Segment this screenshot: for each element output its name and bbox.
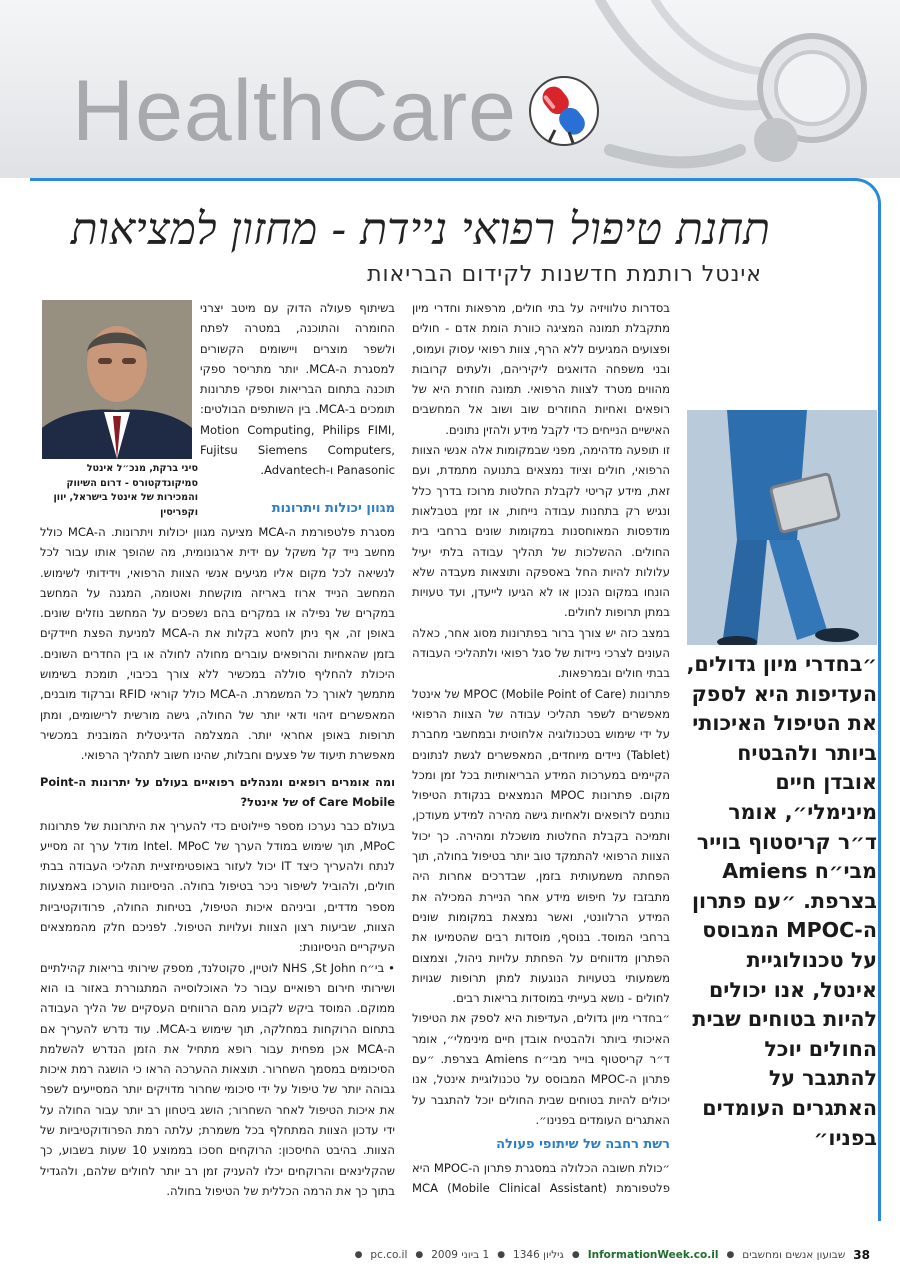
page-footer xyxy=(40,1244,870,1266)
footer-publication: שבועון אנשים ומחשבים xyxy=(742,1249,846,1261)
footer-site[interactable]: InformationWeek.co.il xyxy=(587,1249,719,1261)
paragraph: פתרונות (Mobile Point of Care) MPOC של אינטל מאפשרים לשפר תהליכי עבודה של הצוות הרפואי על ידי שימוש בטכנולוגיה אלחוטית ובמחשבי מחברת (Tablet) ניידים מיוחדים, המאפשרים לגשת לנתונים הקיימים במערכות המידע הבריאותיות בכל זמן ומכל מקום. פתרונות MPOC הנמצאים בנקודת הטיפול נותנים לרופאים ולאחיות גישה מהירה למידע מעודכן, ותמיכה בקבלת החלטות מושכלת ומהירה. כך יכול הצוות הרפואי להתמקד טוב יותר בטיפול בחולה, תוך הפחתה משמעותית בזמן, שבדרכים אחרות היה מתבזבז על חיפוש מידע אחר הניירת המכילה את המידע הרלוונטי, ואשר נמצאת במקומות שונים ברחבי המוסד. בנוסף, מוסדות רבים שהטמיעו את הפתרון מדווחים על הפחתת עלויות ניהול, וצמצום משמעותי בטעויות הנוגעות למתן תרופות שגויות לחולים - נושא בעייתי במוסדות בריאות רבים. xyxy=(412,686,670,1006)
paragraph: בעולם כבר נערכו מספר פיילוטים כדי להעריך את היתרונות של פתרונות MPoC, תוך שימוש במודל הערך של Intel. MPoC מודל ערך זה מסייע לנתח ולהעריך כיצד IT יכול לעזור באופטימיזציית תהליכי העבודה בבתי חולים, ולהוביל לשיפור ניכר בטיפול בחולה. הניסיונות הוערכו באמצעות מספר מדדים, וביניהם איכות הטיפול, בטיחות החולה, פרודוקטיביות הצוות, שביעות רצון הצוות ועלויות הטיפול. לפניכם חלק מהממצאים העיקריים הניסיונות: xyxy=(40,818,395,955)
footer-date: 1 ביוני 2009 xyxy=(431,1249,490,1261)
portrait-caption: סיני ברקת, מנכ״ל אינטל סמיקונדקטורס - דרום השיווק והמכירות של אינטל בישראל, יוון וקפריסין xyxy=(53,463,198,518)
nurse-tablet-photo xyxy=(687,410,877,645)
paragraph: בשיתוף פעולה הדוק עם מיטב יצרני החומרה והתוכנה, במטרה לפתח ולשפר מוצרים ויישומים הקשורים למסגרת ה-MCA. יותר מתריסר ספקי תוכנה בתחום הבריאות וספקי פתרונות תומכים ב-MCA. בין השותפים הבולטים: Motion Computing, Philips FIMI, Fujitsu Siemens Computers, Panasonic ו-Advantech. xyxy=(200,301,395,478)
section-title: מגוון יכולות ויתרונות xyxy=(271,501,395,516)
section-title: רשת רחבה של שיתופי פעולה xyxy=(496,1137,670,1153)
paragraph: ״בחדרי מיון גדולים, העדיפות היא לספק את הטיפול האיכותי ביותר ולהבטיח אובדן חיים מינימלי״, אומר ד״ר קריסטוף בוייר מבי״ח Amiens בצרפת. ״עם פתרון ה-MPOC המבוסס על טכנולוגיית אינטל, אנו יכולים להיות בטוחים שבית החולים יוכל להתגבר על האתגרים העומדים בפנינו״. xyxy=(412,1011,670,1127)
paragraph: במצב כזה יש צורך ברור בפתרונות מסוג אחר, כאלה העונים לצרכי ניידות של סגל רפואי ולתהליכי העבודה בבתי חולים ובמרפאות. xyxy=(412,625,670,681)
section-brand: HealthCare xyxy=(72,63,517,159)
article-headline: תחנת טיפול רפואי ניידת - מחזון למציאות xyxy=(70,204,770,255)
paragraph: ״כולת חשובה הכלולה במסגרת פתרון ה-MPOC היא פלטפורמת MCA (Mobile Clinical Assistant) xyxy=(412,1161,670,1196)
bullet-icon: ● xyxy=(497,1250,506,1260)
pill-icon xyxy=(527,74,601,148)
header-banner xyxy=(0,0,900,178)
paragraph: מסגרת פלטפורמת ה-MCA מציעה מגוון יכולות ויתרונות. ה-MCA כולל מחשב נייד קל משקל עם ידית ארגונומית, מה שהופך אותו עבור לכל לנשיאה לכל מקום אליו מגיעים אנשי הצוות הרפואי, וידידותי לשימוש. המחשב הנייד ארוז באריזה מוקשחת ואטומה, המגנה על המחשב במקרים של נפילה או במקרים בהם נשפכים על המחשב נוזלים שונים. באופן זה, אף ניתן לחטא בקלות את ה-MCA למניעת הפצת חיידקים בזמן שהאחיות והרופאים עוברים מחולה לחולה או בין החדרים השונים. היכולת להחליף סוללה במכשיר ללא צורך בכיבוי, תומכת בשימוש מתמשך לאורך כל המשמרת. ה-MCA כולל קוראי RFID וברקוד מובנים, המאפשרים זיהוי ודאי יותר של החולה, גישה מורשית לרישומים, ומתן תרופות באופן אחראי יותר. המצלמה הדיגיטלית המובנית במכשיר מאפשרת תיעוד של פצעים וחבלות, שהינו חשוב לתהליך הרפואי. xyxy=(40,525,395,763)
paragraph: זו תופעה מדהימה, מפני שבמקומות אלה אנשי הצוות הרפואי, חולים וציוד נמצאים בתנועה מתמדת, ועם זאת, מידע קריטי לקבלת החלטות מרוכז בדרך כלל ונגיש רק בתחנות עבודה נייחות, או זמין בטבלאות מודפסות המאוחסנות במקומות שונים ברחבי בית החולים. ההשלכות של תהליך עבודה בלתי יעיל עלולות להיות החל באספקה ותוצאות מעבדה שלא הונחו במקום הנכון או לא הגיעו לייעדן, ועד טעויות במתן תרופות לחולים. xyxy=(412,443,670,620)
pull-quote: ״בחדרי מיון גדולים, העדיפות היא לספק את הטיפול האיכותי ביותר ולהבטיח אובדן חיים מינימלי״, אומר ד״ר קריסטוף בוייר מבי״ח Amiens בצרפת. ״עם פתרון ה-MPOC המבוסס על טכנולוגיית אינטל, אנו יכולים להיות בטוחים שבית החולים יוכל להתגבר על האתגרים העומדים בפניו״ xyxy=(686,652,877,1150)
page-number: 38 xyxy=(853,1248,870,1262)
paragraph: • בי״ח NHS ,St John לוטיין, סקוטלנד, מספק שירותי בריאות קהילתיים ושירותי חירום רפואיים עבור כל האוכלוסייה המתגוררת באזור בו הוא ממוקם. המוסד ביקש לקבוע מהם הרווחים העסקיים של הליך העבודה בתחום הרוקחות במחלקה, תוך שימוש ב-MCA. עוד נדרש להעריך אם ה-MCA אכן מפחית עבור רופא מתחיל את הזמן הנדרש להשלמת הסיכומים במסמך השחרור. תוצאות ההערכה הראו כי הושגה רמת איכות גבוהה יותר של טיפול על ידי סיכומי שחרור מדויקים יותר המסייעים לשפר את איכות הטיפול לאחר השחרור; הושג ביטחון רב יותר עבור החולה על ידי עדכון הצוות המתחלף בכל משמרת; עלתה רמת הפרודוקטיביות של הצוות. בהיבט החיסכון: הרוקחים חסכו בממוצע 10 שעות בשבוע, כך שהקלינאים והרוקחים יכלו להעניק זמן רב יותר לחולים שלהם, ולהגדיל בתוך כך את הרמה הכללית של הטיפול בחולה. xyxy=(40,960,395,1198)
article-subheadline: אינטל רותמת חדשנות לקידום הבריאות xyxy=(367,262,762,287)
portrait-photo xyxy=(42,300,192,459)
bullet-icon: ● xyxy=(415,1250,424,1260)
paragraph: בסדרות טלוויזיה על בתי חולים, מרפאות וחדרי מיון מתקבלת תמונה המציגה כוורת הומת אדם - חולים ופצועים המגיעים ללא הרף, צוות רפואי עסוק ועמוס, ובני משפחה הדואגים ליקיריהם, ולעתים קרובות מהווים מטרד לצוות הרפואי. תמונה חוזרת היא של רופאים ואחיות החוזרים שוב ושוב אל המחשבים האישיים הנייחים כדי לקבל מידע ולהזין נתונים. xyxy=(412,301,670,437)
bullet-icon: ● xyxy=(571,1250,580,1260)
footer-issue: גיליון 1346 xyxy=(513,1249,564,1261)
bullet-icon: ● xyxy=(726,1250,735,1260)
footer-site-2[interactable]: pc.co.il xyxy=(370,1249,408,1261)
bullet-icon: ● xyxy=(354,1250,363,1260)
article-column-left xyxy=(40,494,395,1199)
article-column-right-body xyxy=(412,298,670,1203)
question-heading: ומה אומרים רופאים ומנהלים רפואיים בעולם על יתרונות ה-Point of Care Mobile של אינטל? xyxy=(40,774,395,809)
article-column-left-top xyxy=(200,298,395,490)
